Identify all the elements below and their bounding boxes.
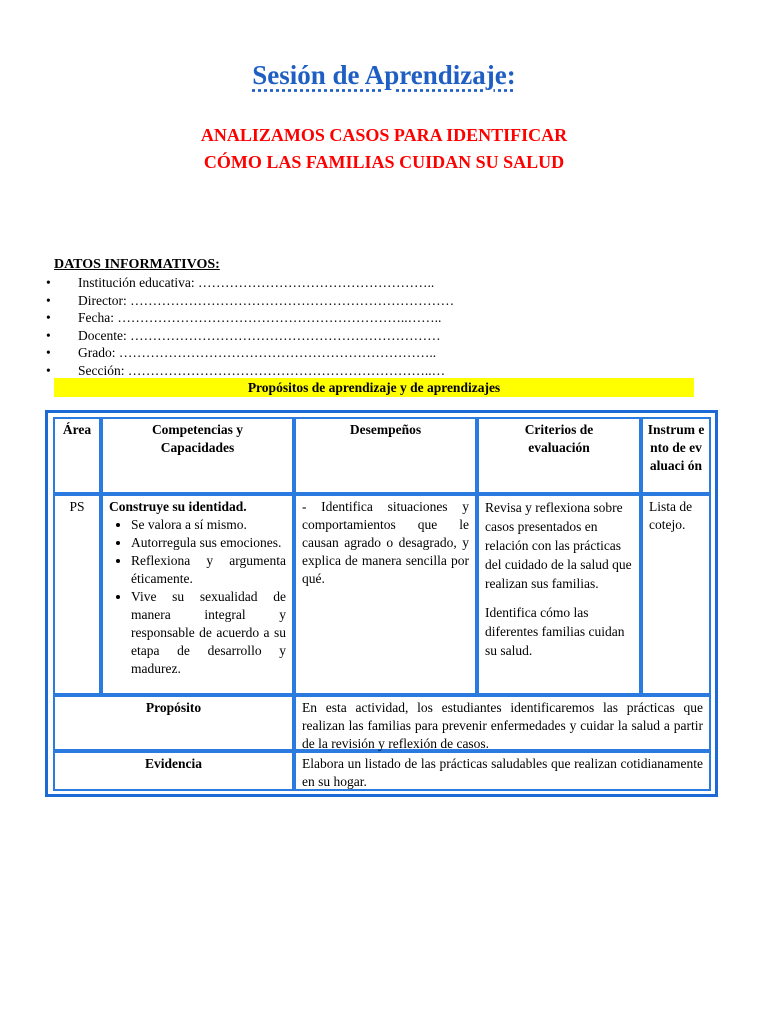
- criterio-item: Identifica cómo las diferentes familias cuidan su salud.: [485, 605, 625, 658]
- criterio-item: Revisa y reflexiona sobre casos presentados en relación con las prácticas del cuidado de la salud que realizan sus familias.: [485, 500, 632, 591]
- bullet-icon: •: [46, 362, 51, 378]
- subtitle-line-1: ANALIZAMOS CASOS PARA IDENTIFICAR: [200, 125, 568, 145]
- datos-heading: DATOS INFORMATIVOS:: [54, 257, 220, 272]
- datos-item-grado: [46, 344, 454, 362]
- capacidad-item: • Vive su sexualidad de manera integral y responsable de acuerdo a su etapa de desarrollo y madurez.: [131, 588, 286, 678]
- header-instrumento: Instrum ento de evaluaci ón: [641, 417, 711, 494]
- header-criterios: Criterios de evaluación: [477, 417, 641, 494]
- bullet-icon: •: [46, 275, 51, 290]
- propositos-bar: Propósitos de aprendizaje y de aprendizajes: [54, 378, 694, 397]
- datos-item-label: Fecha: ………………………………………………………..……..: [78, 310, 442, 326]
- datos-item-label: Institución educativa: ……………………………………………..: [78, 275, 435, 290]
- bullet-icon: •: [46, 310, 51, 326]
- proposito-label: Propósito: [53, 695, 294, 751]
- bullet-icon: •: [46, 345, 51, 361]
- header-area: Área: [53, 417, 101, 494]
- row-competencias: [101, 494, 294, 695]
- bullet-icon: •: [46, 292, 51, 308]
- datos-item-label: Grado: ……………………………………………………………..: [78, 345, 437, 361]
- page-title: Sesión de Aprendizaje:: [252, 60, 516, 90]
- datos-item-director: [46, 292, 454, 310]
- learning-table: [45, 410, 718, 797]
- capacidad-item: • Autorregula sus emociones.: [131, 534, 286, 552]
- capacidad-item: • Reflexiona y argumenta éticamente.: [131, 552, 286, 588]
- datos-item-label: Director: ………………………………………………………………: [78, 292, 455, 308]
- evidencia-label: Evidencia: [53, 751, 294, 791]
- row-area: PS: [53, 494, 101, 695]
- capacidad-item: • Se valora a sí mismo.: [131, 516, 286, 534]
- bullet-icon: •: [46, 327, 51, 343]
- datos-list: [46, 274, 454, 380]
- proposito-text: En esta actividad, los estudiantes identificaremos las prácticas que realizan las familias para prevenir enfermedades y cuidar la salud a partir de la revisión y reflexión de casos.: [294, 695, 711, 751]
- header-competencias: Competencias y Capacidades: [101, 417, 294, 494]
- row-instrumento: Lista de cotejo.: [641, 494, 711, 695]
- row-desempeno: - Identifica situaciones y comportamientos que le causan agrado o desagrado, y explica de manera sencilla por qué.: [294, 494, 477, 695]
- datos-item-fecha: [46, 309, 454, 327]
- subtitle-line-2: CÓMO LAS FAMILIAS CUIDAN SU SALUD: [203, 152, 565, 172]
- datos-item-label: Sección: …………………………………………………………..…: [78, 362, 446, 378]
- datos-item-docente: [46, 327, 454, 345]
- session-subtitle: [0, 122, 768, 176]
- header-desempenos: Desempeños: [294, 417, 477, 494]
- row-criterios: [477, 494, 641, 695]
- capacidades-list: [109, 516, 286, 678]
- datos-item-institucion: [46, 274, 454, 292]
- datos-item-seccion: [46, 362, 454, 380]
- datos-item-label: Docente: ……………………………………………………………: [78, 327, 441, 343]
- evidencia-text: Elabora un listado de las prácticas saludables que realizan cotidianamente en su hogar.: [294, 751, 711, 791]
- competencia-title: Construye su identidad.: [109, 499, 247, 514]
